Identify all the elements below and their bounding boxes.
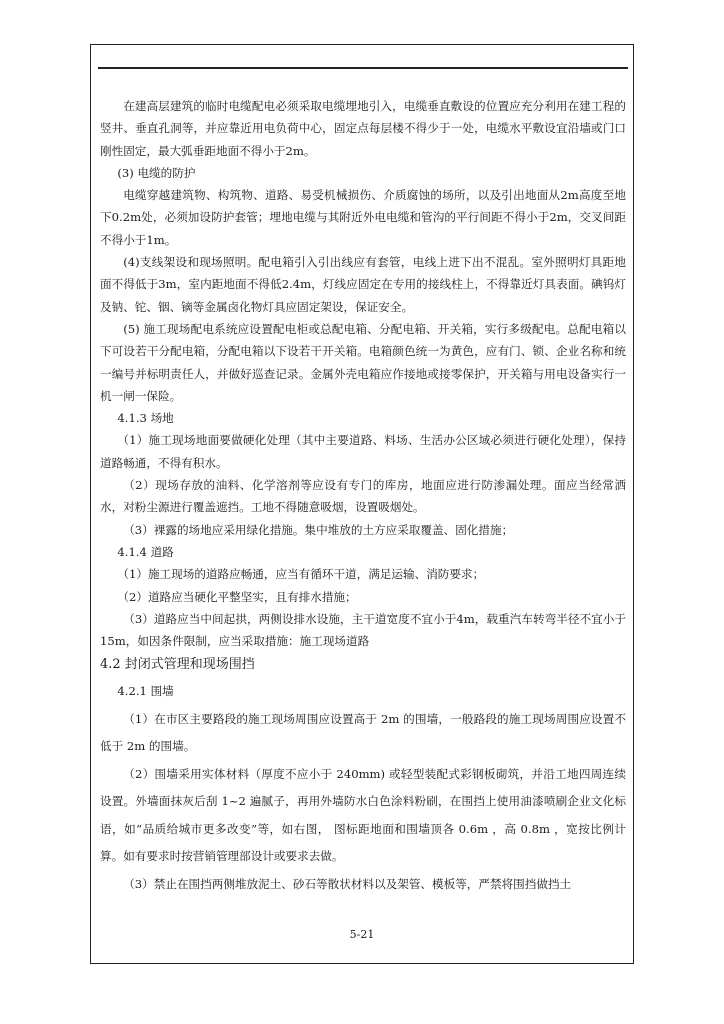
paragraph-site-1: （1）施工现场地面要做硬化处理（其中主要道路、料场、生活办公区域必须进行硬化处理），保持道路畅通，不得有积水。 — [100, 433, 626, 470]
document-body — [100, 95, 626, 898]
heading-cable-protection: (3) 电缆的防护 — [117, 165, 196, 180]
paragraph-road-1: （1）施工现场的道路应畅通，应当有循环干道，满足运输、消防要求； — [117, 567, 485, 582]
paragraph-cable-protection: 电缆穿越建筑物、构筑物、道路、易受机械损伤、介质腐蚀的场所，以及引出地面从2m高度至地下0.2m处，必须加设防护套管；埋地电缆与其附近外电电缆和管沟的平行间距不得小于2m，交叉间距不得小于1m。 — [100, 188, 626, 247]
heading-wall: 4.2.1 围墙 — [117, 684, 174, 699]
paragraph-distribution-system: (5) 施工现场配电系统应设置配电柜或总配电箱、分配电箱、开关箱，实行多级配电。总配电箱以下可设若干分配电箱，分配电箱以下设若干开关箱。电箱颜色统一为黄色，应有门、锁、企业名称和统一编号并标明责任人，并做好巡查记录。金属外壳电箱应作接地或接零保护，开关箱与用电设备实行一机一闸一保险。 — [100, 321, 626, 403]
heading-road: 4.1.4 道路 — [117, 544, 174, 559]
paragraph-wall-1: （1）在市区主要路段的施工现场周围应设置高于 2m 的围墙，一般路段的施工现场周围应设置不低于 2m 的围墙。 — [100, 711, 626, 754]
paragraph-site-2: （2）现场存放的油料、化学溶剂等应设有专门的库房，地面应进行防渗漏处理。面应当经常洒水，对粉尘源进行覆盖遮挡。工地不得随意吸烟，设置吸烟处。 — [100, 478, 626, 515]
paragraph-branch-lighting: (4)支线架设和现场照明。配电箱引入引出线应有套管，电线上进下出不混乱。室外照明灯具距地面不得低于3m，室内距地面不得低2.4m，灯线应固定在专用的接线柱上，不得靠近灯具表面。碘钨灯及钠、铊、铟、镝等金属卤化物灯具应固定架设，保证安全。 — [100, 255, 626, 314]
header-rule — [98, 67, 628, 69]
paragraph-cable-vertical: 在建高层建筑的临时电缆配电必须采取电缆埋地引入，电缆垂直敷设的位置应充分利用在建工程的竖井、垂直孔洞等，并应靠近用电负荷中心，固定点每层楼不得少于一处，电缆水平敷设宜沿墙或门口刚性固定，最大弧垂距地面不得小于2m。 — [100, 99, 626, 158]
paragraph-road-3: （3）道路应当中间起拱，两侧设排水设施，主干道宽度不宜小于4m，载重汽车转弯半径不宜小于15m，如因条件限制，应当采取措施：施工现场道路 — [100, 611, 626, 649]
paragraph-site-3: （3）裸露的场地应采用绿化措施。集中堆放的土方应采取覆盖、固化措施； — [123, 522, 514, 537]
paragraph-road-2: （2）道路应当硬化平整坚实，且有排水措施； — [117, 589, 357, 604]
paragraph-wall-3: （3）禁止在围挡两侧堆放泥土、砂石等散状材料以及架管、模板等，严禁将围挡做挡土 — [123, 876, 572, 891]
heading-site: 4.1.3 场地 — [117, 411, 174, 426]
page-number: 5-21 — [349, 928, 375, 941]
paragraph-wall-2: （2）围墙采用实体材料（厚度不应小于 240mm) 或轻型装配式彩钢板砌筑，并沿工地四周连续设置。外墙面抹灰后刮 1~2 遍腻子，再用外墙防水白色涂料粉刷，在围挡上使用油漆喷刷企业文化标语，如“品质给城市更多改变”等，如右图， 图标距地面和围墙顶各 0.6m ，高 0.8m ，宽按比例计算。如有要求时按营销管理部设计或要求去做。 — [100, 766, 626, 864]
section-heading-enclosure: 4.2 封闭式管理和现场围挡 — [100, 657, 255, 673]
